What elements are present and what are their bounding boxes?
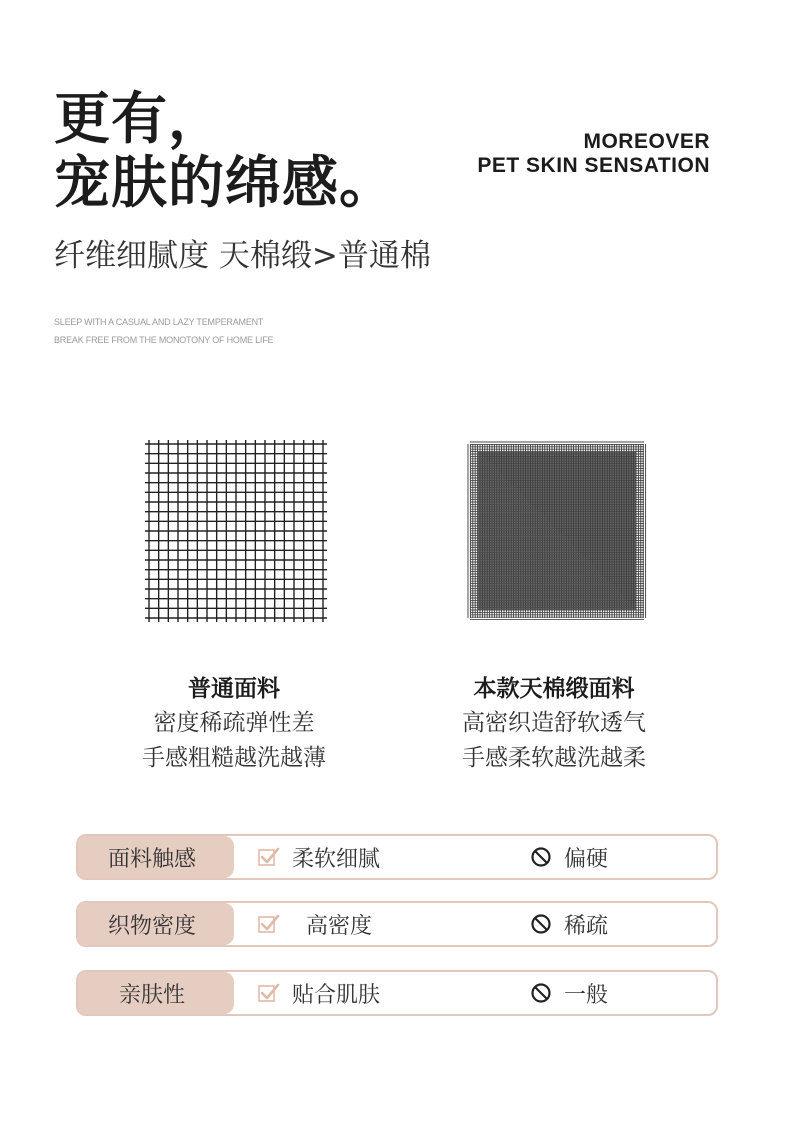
check-icon: [258, 913, 280, 935]
good-value: 高密度: [306, 913, 373, 939]
bad-value: 一般: [564, 982, 609, 1008]
sparse-weave-illustration: [145, 440, 327, 622]
small-text-line2: BREAK FREE FROM THE MONOTONY OF HOME LIFE: [54, 335, 274, 345]
headline: [54, 88, 396, 216]
satin-fabric-caption: [424, 672, 684, 776]
comparison-row-skin: [76, 970, 718, 1016]
headline-line1: 更有，: [54, 87, 225, 152]
dense-weave-illustration: [466, 440, 648, 622]
satin-fabric-line2: 手感柔软越洗越柔: [462, 745, 646, 771]
regular-fabric-title: 普通面料: [188, 676, 280, 702]
prohibited-icon: [530, 846, 552, 868]
comparison-label: 亲肤性: [78, 972, 226, 1014]
comparison-good: [258, 972, 380, 1014]
prohibited-icon: [530, 982, 552, 1004]
prohibited-icon: [530, 913, 552, 935]
comparison-good: [258, 903, 372, 945]
satin-fabric-title: 本款天棉缎面料: [473, 676, 635, 702]
english-title-line2: PET SKIN SENSATION: [477, 154, 710, 177]
regular-fabric-caption: [104, 672, 364, 776]
headline-line2: 宠肤的绵感。: [54, 151, 396, 216]
comparison-label: 面料触感: [78, 836, 226, 878]
english-title-line1: MOREOVER: [583, 130, 710, 153]
regular-fabric-line2: 手感粗糙越洗越薄: [142, 745, 326, 771]
regular-fabric-line1: 密度稀疏弹性差: [153, 710, 315, 736]
satin-fabric-line1: 高密织造舒软透气: [462, 710, 646, 736]
bad-value: 稀疏: [564, 913, 609, 939]
check-icon: [258, 982, 280, 1004]
good-value: 贴合肌肤: [292, 982, 381, 1008]
good-value: 柔软细腻: [292, 846, 381, 872]
bad-value: 偏硬: [564, 846, 609, 872]
comparison-label: 织物密度: [78, 903, 226, 945]
small-english-text: [54, 313, 273, 349]
comparison-row-touch: [76, 834, 718, 880]
comparison-good: [258, 836, 380, 878]
subtitle: 纤维细腻度 天棉缎>普通棉: [54, 238, 431, 274]
english-title: [477, 130, 710, 178]
comparison-bad: [530, 903, 608, 945]
comparison-bad: [530, 972, 608, 1014]
comparison-bad: [530, 836, 608, 878]
small-text-line1: SLEEP WITH A CASUAL AND LAZY TEMPERAMENT: [54, 317, 264, 327]
comparison-row-density: [76, 901, 718, 947]
check-icon: [258, 846, 280, 868]
